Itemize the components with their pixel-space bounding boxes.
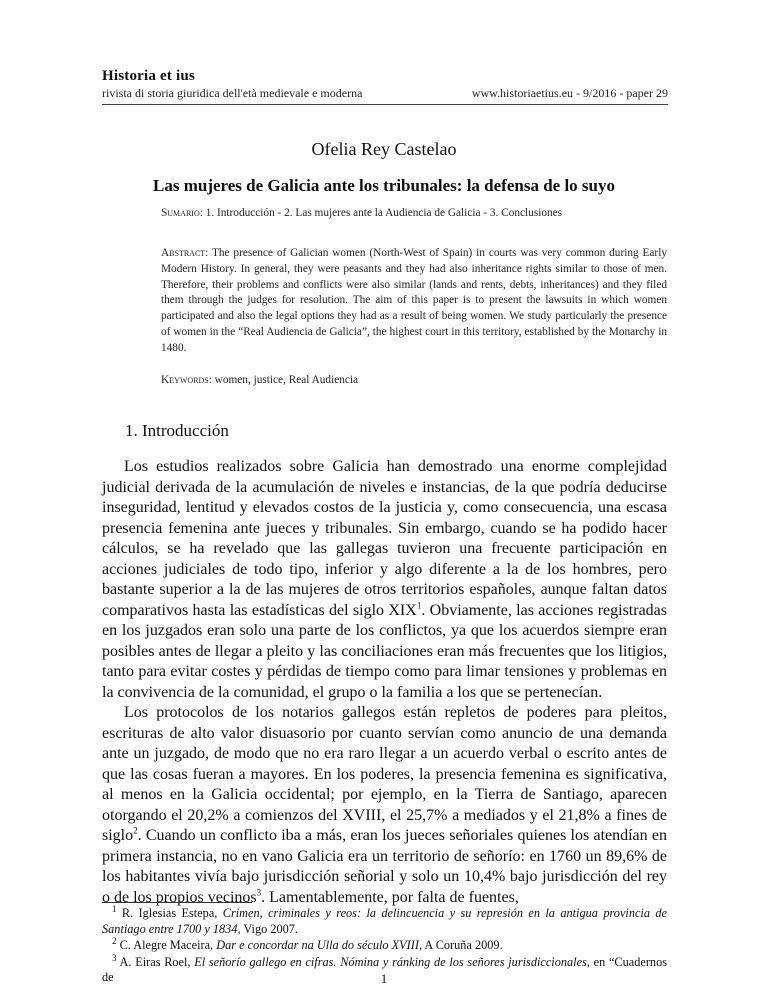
sumario-text: : 1. Introducción - 2. Las mujeres ante la Audiencia de Galicia - 3. Conclusiones xyxy=(199,207,563,219)
body-text xyxy=(102,457,667,908)
paragraph-2-text-c: . Lamentablemente, por falta de fuentes, xyxy=(261,888,519,906)
paragraph-2-text-a: Los protocolos de los notarios gallegos están repletos de poderes para pleitos, escrituras de alto valor disuasorio por cuanto servían como anuncio de una demanda ante un juzgado, de modo que no era raro llegar a un acuerdo verbal o escrito antes de que las cosas fueran a mayores. En los poderes, la presencia femenina es significativa, al menos en la Galicia occidental; por ejemplo, en la Tierra de Santiago, aparecen otorgando el 20,2% a comienzos del XVIII, el 25,7% a mediados y el 21,8% a fines de siglo xyxy=(102,704,667,844)
footnote-2-imprint: , A Coruña 2009. xyxy=(418,938,503,953)
footnote-3-number: 3 xyxy=(112,952,117,963)
footnote-2-number: 2 xyxy=(112,936,117,947)
paper-title: Las mujeres de Galicia ante los tribunales: la defensa de lo suyo xyxy=(153,176,615,195)
footnote-1-imprint: , Vigo 2007. xyxy=(237,921,299,936)
header-divider xyxy=(102,104,668,105)
sumario-label: Sumario xyxy=(161,207,200,219)
footnote-2-work: Dar e concordar na Ulla do século XVIII xyxy=(216,938,419,953)
footnote-1-author: R. Iglesias Estepa, xyxy=(116,906,223,920)
sumario xyxy=(161,206,667,222)
journal-issue-link[interactable]: www.historiaetius.eu - 9/2016 - paper 29 xyxy=(471,86,668,100)
footnote-3-imprint: , en “Cuadernos de xyxy=(102,954,667,985)
footnote-ref-2[interactable]: 2 xyxy=(133,825,138,836)
footnote-1 xyxy=(102,903,667,937)
paragraph-2 xyxy=(102,703,667,908)
footnote-1-number: 1 xyxy=(112,903,117,914)
footnote-ref-1[interactable]: 1 xyxy=(416,600,422,611)
keywords-label: Keywords xyxy=(161,374,209,386)
footnote-3-author: A. Eiras Roel, xyxy=(116,954,195,969)
footnote-ref-3[interactable]: 3 xyxy=(256,887,262,898)
section-heading: 1. Introducción xyxy=(125,421,229,440)
paragraph-2-text-b: . Cuando un conflicto iba a más, eran los jueces señoriales quienes los atendían en primera instancia, no en vano Galicia era un territorio de señorío: en 1760 un 89,6% de los habitantes vivía bajo jurisdicción señorial y solo un 10,4% bajo jurisdicción del rey o de los propios vecinos xyxy=(102,827,667,906)
author-name: Ofelia Rey Castelao xyxy=(311,139,457,159)
journal-title: Historia et ius xyxy=(102,68,195,84)
abstract-label: Abstract xyxy=(161,247,206,259)
keywords xyxy=(161,373,667,389)
footnote-2 xyxy=(102,938,667,954)
keywords-text: : women, justice, Real Audiencia xyxy=(208,374,359,386)
footnote-1-work: Crimen, criminales y reos: la delincuencia y su represión en la antigua provincia de Santiago entre 1700 y 1834 xyxy=(102,906,667,936)
footnote-3-work: El señorío gallego en cifras. Nómina y ránking de los señores jurisdiccionales xyxy=(194,954,587,969)
paragraph-1-text-b: . Obviamente, las acciones registradas en los juzgados eran solo una parte de los conflictos, ya que los acuerdos siempre eran posibles antes de llegar a pleito y las conciliaciones eran más frecuentes que los litigios, tanto para evitar costes y pérdidas de tiempo como para limar tensiones y problemas en la convivencia de la comunidad, el grupo o la familia a los que se pertenecían. xyxy=(102,601,667,701)
paragraph-1-text-a: Los estudios realizados sobre Galicia han demostrado una enorme complejidad judicial derivada de la acumulación de niveles e instancias, de la que podría deducirse inseguridad, lentitud y elevados costos de la justicia y, como consecuencia, una escasa presencia femenina ante jueces y tribunales. Sin embargo, cuando se ha podido hacer cálculos, se ha revelado que las gallegas tuvieron una frecuente participación en acciones judiciales de todo tipo, inferior y algo diferente a la de los hombres, pero bastante superior a la de las mujeres de otros territorios españoles, aunque faltan datos comparativos hasta las estadísticas del siglo XIX xyxy=(102,458,667,619)
abstract xyxy=(161,246,667,357)
paragraph-1 xyxy=(102,457,667,703)
journal-subtitle: rivista di storia giuridica dell'età medievale e moderna xyxy=(102,86,363,100)
footnote-divider xyxy=(102,902,252,903)
abstract-text: : The presence of Galician women (North-West of Spain) in courts was very common during Early Modern History. In general, they were peasants and they had also inheritance rights similar to those of men. Therefore, their problems and conflicts were also similar (lands and rents, debts, inheritances) and they filed them through the judges for resolution. The aim of this paper is to present the lawsuits in which women participated and also the legal options they had as a result of being women. We study particularly the presence of women in the “Real Audiencia de Galicia”, the highest court in this territory, established by the Monarchy in 1480. xyxy=(161,247,667,354)
page-number: 1 xyxy=(380,971,388,986)
footnote-2-author: C. Alegre Maceira, xyxy=(116,938,217,953)
